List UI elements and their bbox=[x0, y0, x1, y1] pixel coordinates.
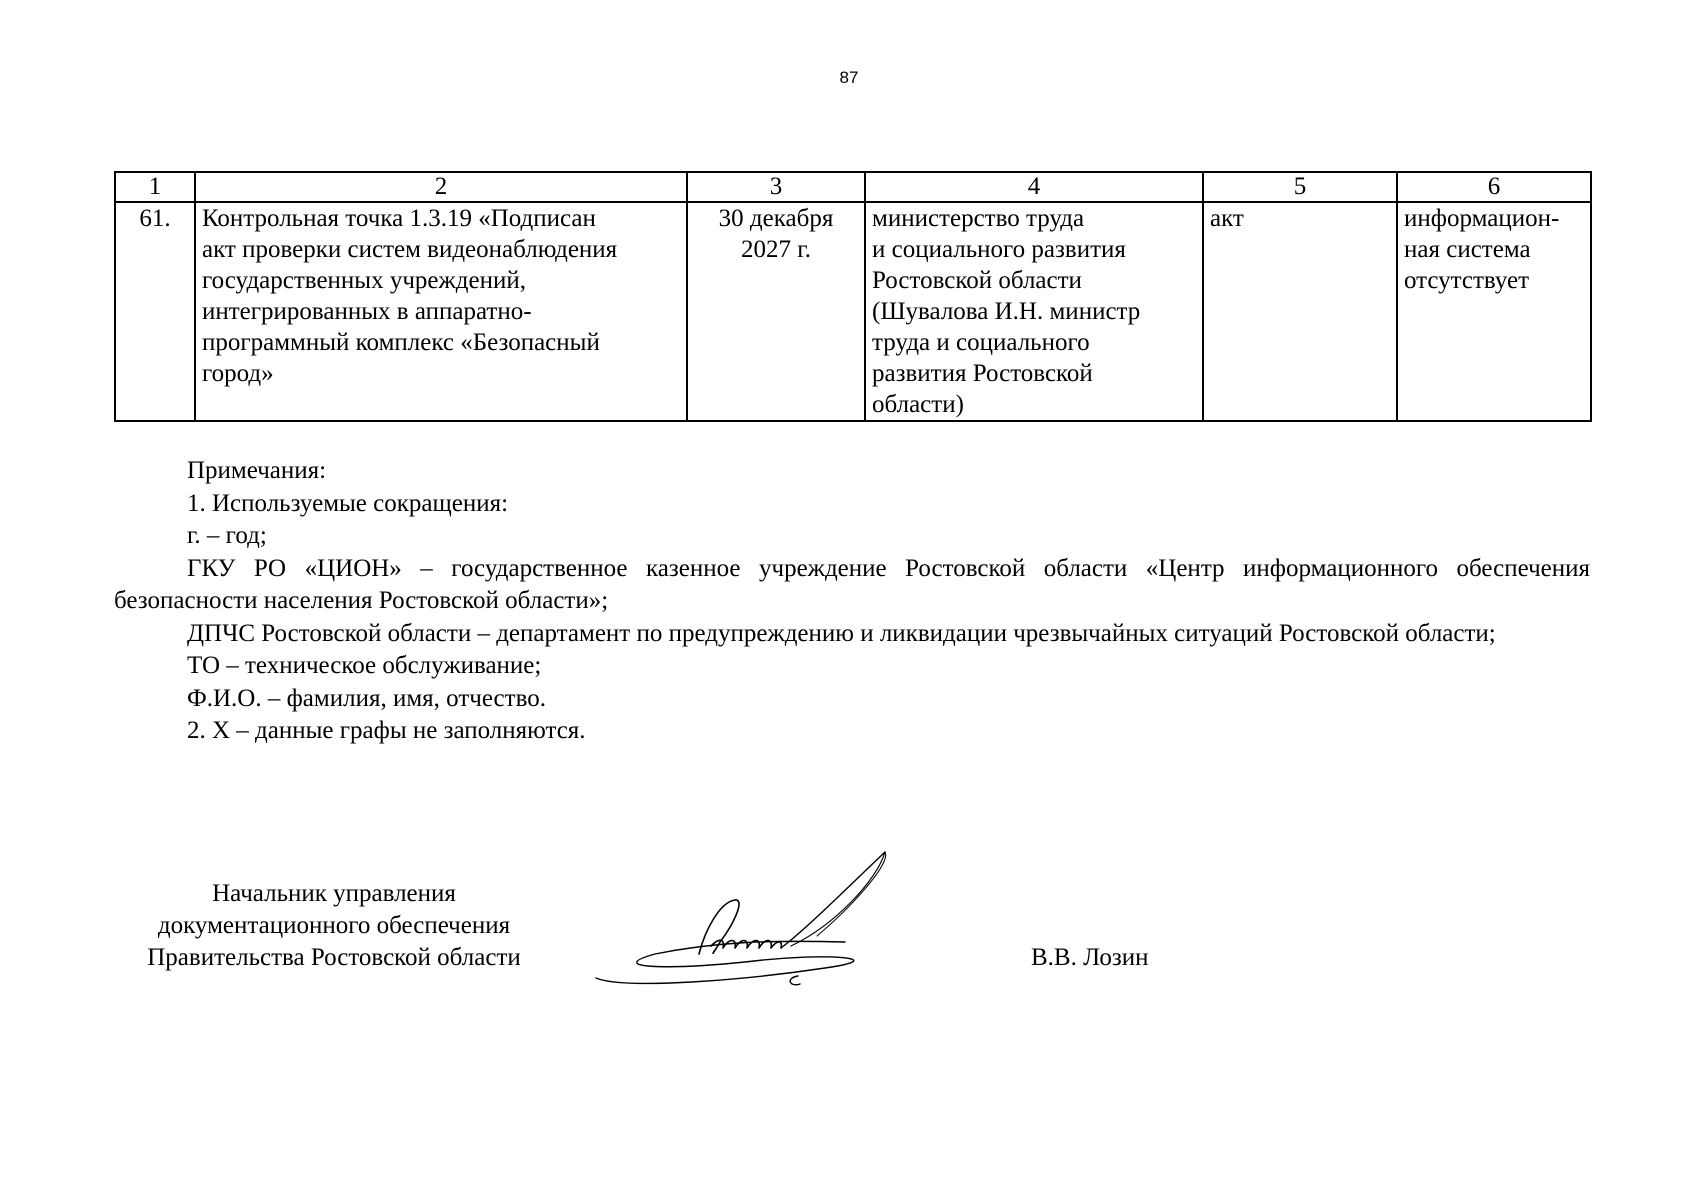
info-system-line: информацион- bbox=[1404, 205, 1560, 232]
header-cell: 4 bbox=[865, 172, 1203, 202]
notes-section bbox=[114, 455, 1590, 748]
notes-title: Примечания: bbox=[187, 457, 327, 484]
handwritten-signature bbox=[595, 850, 925, 1000]
header-cell: 6 bbox=[1397, 172, 1591, 202]
date-cell bbox=[687, 202, 865, 421]
signer-name: В.В. Лозин bbox=[1031, 944, 1149, 971]
event-cell bbox=[195, 202, 687, 421]
position-line: Правительства Ростовской области bbox=[147, 944, 521, 971]
responsible-line: Ростовской области bbox=[872, 267, 1082, 294]
header-cell: 1 bbox=[115, 172, 195, 202]
abbreviation-dpchs: ДПЧС Ростовской области – департамент по предупреждению и ликвидации чрезвычайных ситуаций Ростовской области; bbox=[187, 619, 1496, 647]
responsible-line: министерство труда bbox=[872, 205, 1085, 232]
signatory-position bbox=[114, 878, 554, 974]
position-line: документационного обеспечения bbox=[157, 912, 511, 939]
event-line: программный комплекс «Безопасный bbox=[202, 329, 600, 356]
date-line: 2027 г. bbox=[741, 236, 811, 263]
abbreviation-year: г. – год; bbox=[187, 522, 267, 549]
event-line: интегрированных в аппаратно- bbox=[202, 298, 532, 325]
table-header-row bbox=[115, 172, 1591, 202]
notes-item-abbreviations: 1. Используемые сокращения: bbox=[187, 489, 509, 517]
responsible-line: области) bbox=[872, 391, 964, 418]
abbreviation-fio: Ф.И.О. – фамилия, имя, отчество. bbox=[187, 684, 546, 712]
position-line: Начальник управления bbox=[212, 880, 456, 907]
info-system-cell bbox=[1397, 202, 1591, 421]
responsible-cell bbox=[865, 202, 1203, 421]
document-type-cell: акт bbox=[1203, 202, 1397, 421]
table-row bbox=[115, 202, 1591, 421]
abbreviation-gku: ГКУ РО «ЦИОН» – государственное казенное учреждение Ростовской области «Центр информационного обеспечения безопасности населения Ростовской области»; bbox=[114, 554, 1590, 614]
header-cell: 2 bbox=[195, 172, 687, 202]
responsible-line: труда и социального bbox=[872, 329, 1090, 356]
plan-table bbox=[114, 171, 1592, 422]
page-number: 87 bbox=[839, 68, 859, 87]
event-line: акт проверки систем видеонаблюдения bbox=[202, 236, 618, 263]
row-number: 61. bbox=[115, 202, 195, 421]
header-cell: 5 bbox=[1203, 172, 1397, 202]
info-system-line: ная система bbox=[1404, 236, 1531, 263]
event-line: Контрольная точка 1.3.19 «Подписан bbox=[202, 205, 596, 232]
header-cell: 3 bbox=[687, 172, 865, 202]
info-system-line: отсутствует bbox=[1404, 267, 1530, 294]
event-line: город» bbox=[202, 360, 274, 387]
responsible-line: развития Ростовской bbox=[872, 360, 1093, 387]
event-line: государственных учреждений, bbox=[202, 267, 526, 294]
date-line: 30 декабря bbox=[718, 205, 834, 232]
notes-item-x: 2. Х – данные графы не заполняются. bbox=[187, 717, 586, 744]
responsible-line: (Шувалова И.Н. министр bbox=[872, 298, 1141, 325]
responsible-line: и социального развития bbox=[872, 236, 1126, 263]
abbreviation-to: ТО – техническое обслуживание; bbox=[187, 652, 542, 679]
